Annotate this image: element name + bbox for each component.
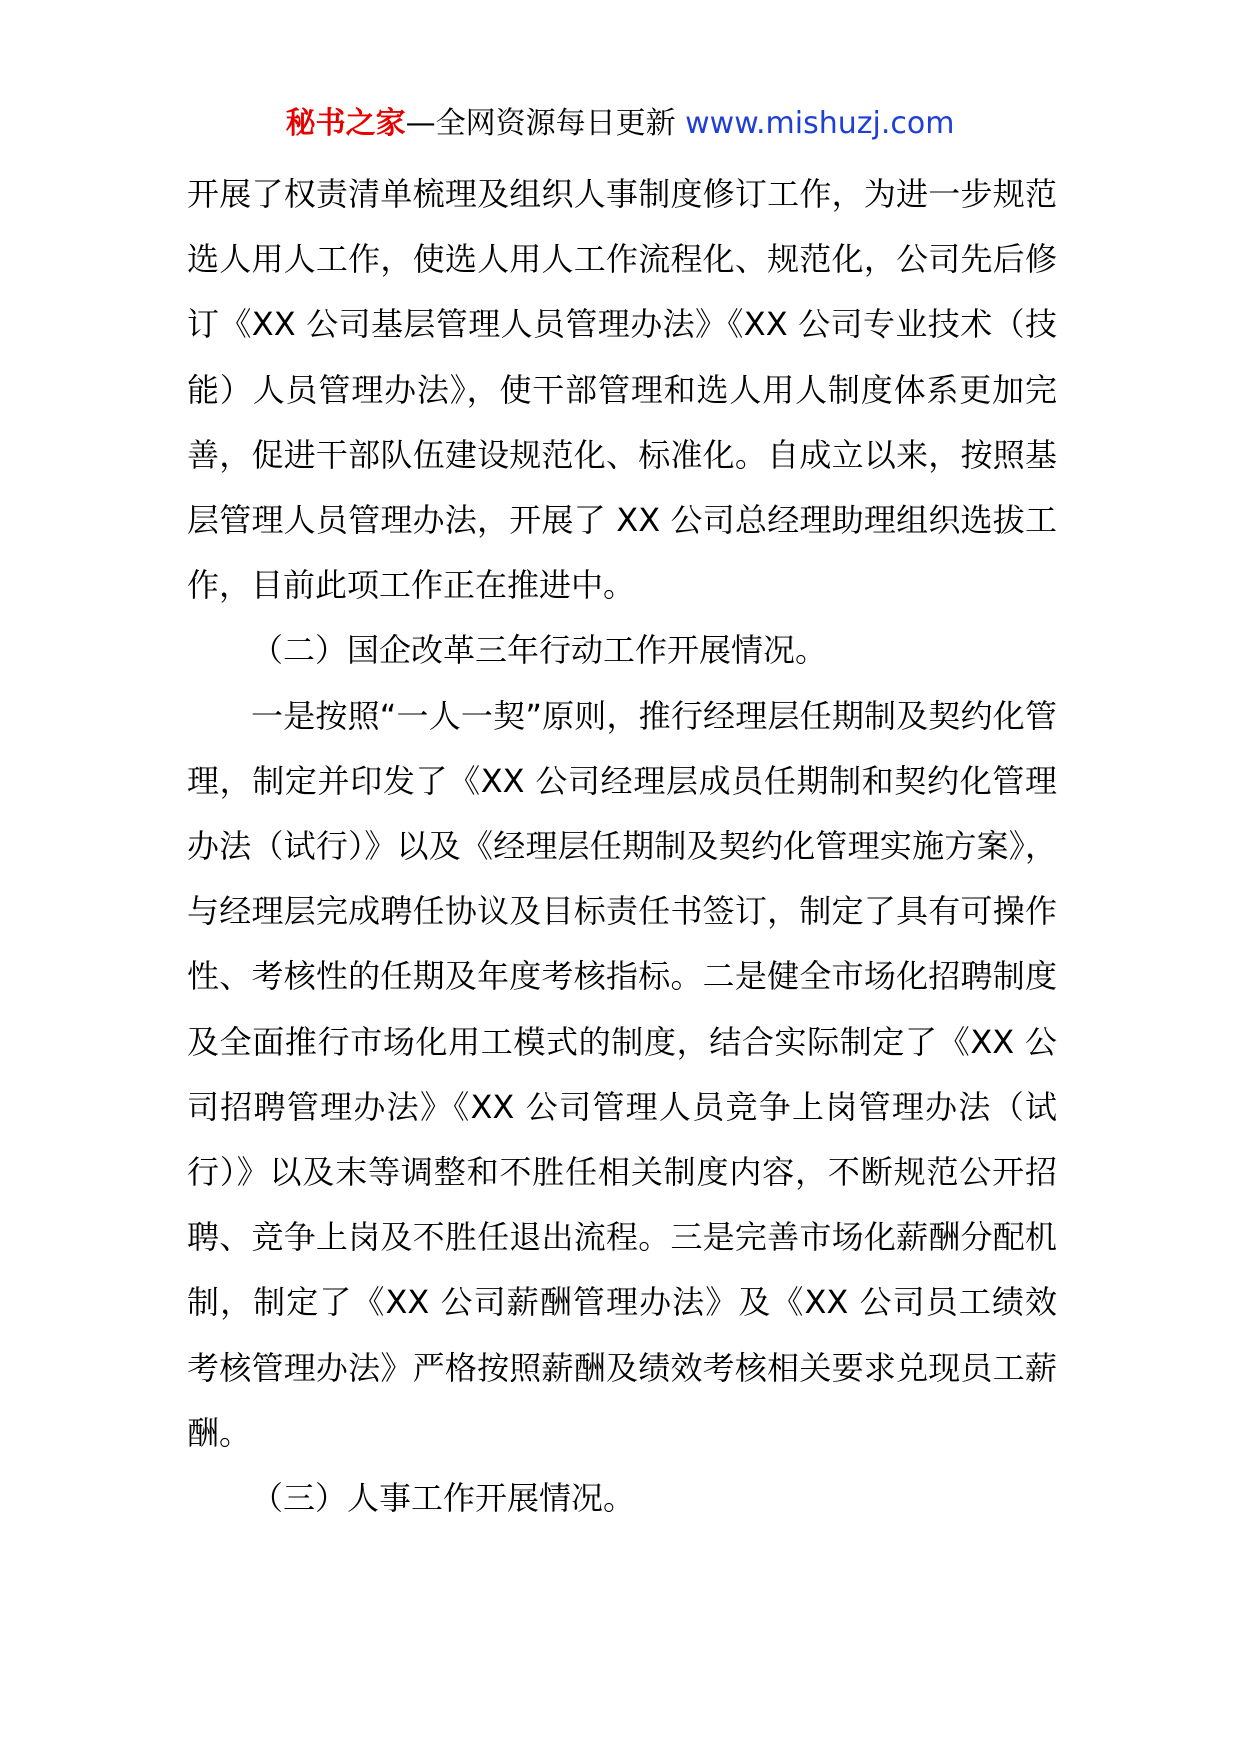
section-heading-3: （三）人事工作开展情况。 [251, 1479, 636, 1518]
section-heading-2: （二）国企改革三年行动工作开展情况。 [251, 631, 828, 670]
header-tagline: —全网资源每日更新 [405, 106, 676, 141]
paragraph-continuation: 开展了权责清单梳理及组织人事制度修订工作，为进一步规范选人用人工作，使选人用人工作流程化、规范化，公司先后修订《XX 公司基层管理人员管理办法》《XX 公司专业技术（技能）人员管理办法》，使干部管理和选人用人制度体系更加完善，促进干部队伍建设规范化、标准化。自成立以来，按照基层管理人员管理办法，开展了 XX 公司总经理助理组织选拔工作，目前此项工作正在推进中。 [187, 175, 1057, 605]
site-header [0, 100, 1240, 148]
paragraph-reform-actions: 一是按照“一人一契”原则，推行经理层任期制及契约化管理，制定并印发了《XX 公司经理层成员任期制和契约化管理办法（试行）》以及《经理层任期制及契约化管理实施方案》，与经理层完成聘任协议及目标责任书签订，制定了具有可操作性、考核性的任期及年度考核指标。二是健全市场化招聘制度及全面推行市场化用工模式的制度，结合实际制定了《XX 公司招聘管理办法》《XX 公司管理人员竞争上岗管理办法（试行）》以及末等调整和不胜任相关制度内容，不断规范公开招聘、竞争上岗及不胜任退出流程。三是完善市场化薪酬分配机制，制定了《XX 公司薪酬管理办法》及《XX 公司员工绩效考核管理办法》严格按照薪酬及绩效考核相关要求兑现员工薪酬。 [187, 696, 1057, 1452]
document-body [187, 162, 1057, 1531]
brand-name: 秘书之家 [285, 106, 406, 141]
site-url-link[interactable]: www.mishuzj.com [685, 106, 955, 141]
